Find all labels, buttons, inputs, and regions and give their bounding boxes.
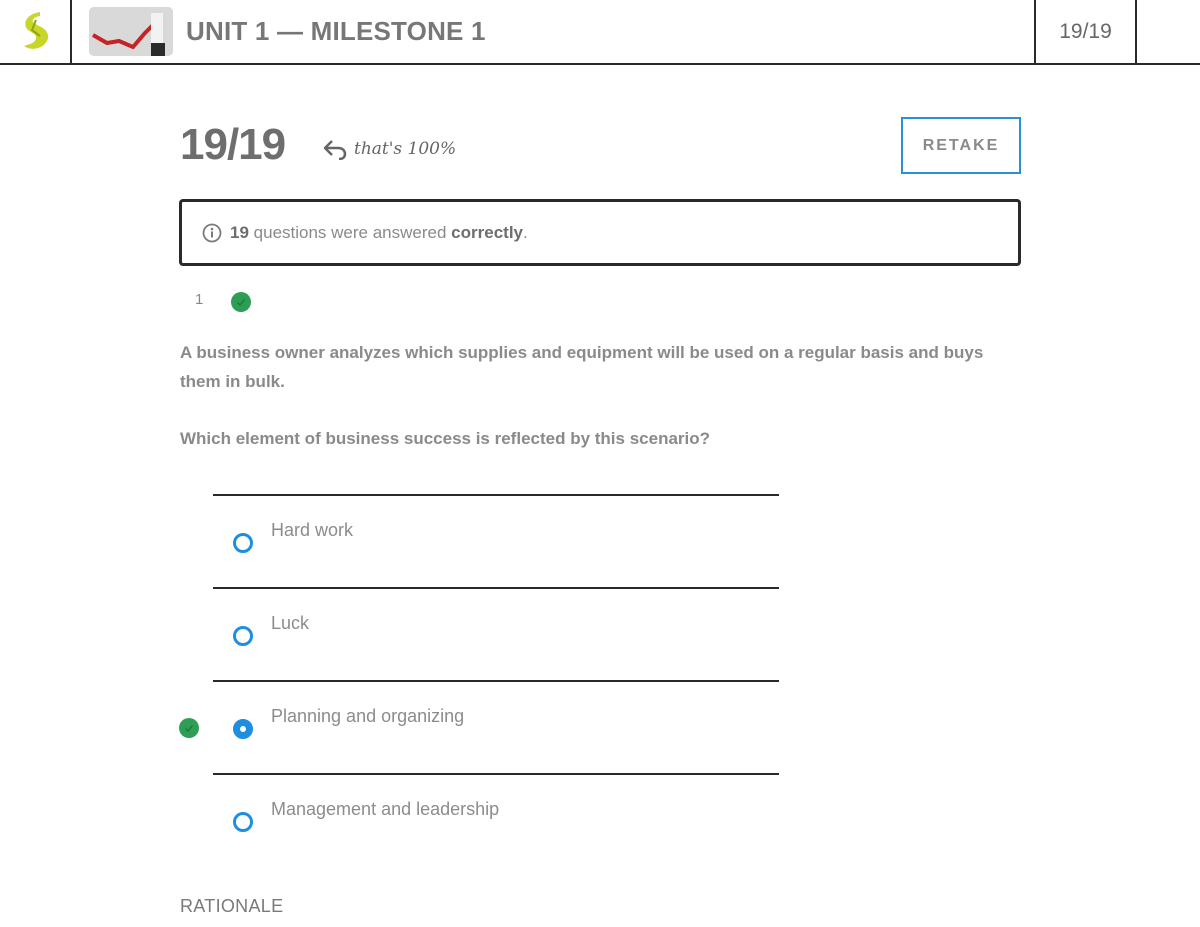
answer-options xyxy=(213,494,779,866)
correct-answer-icon xyxy=(179,718,199,738)
answer-option-selected[interactable] xyxy=(213,680,779,773)
sophia-logo-icon xyxy=(18,10,52,54)
top-navigation-bar xyxy=(0,0,1200,65)
summary-emphasis: correctly xyxy=(451,222,523,242)
curved-arrow-icon xyxy=(322,138,348,160)
info-icon xyxy=(202,223,222,243)
growth-chart-thumbnail xyxy=(89,7,173,56)
results-summary xyxy=(179,199,1021,266)
score-note xyxy=(322,138,456,160)
retake-button[interactable]: RETAKE xyxy=(901,117,1021,174)
radio-button-selected[interactable] xyxy=(233,719,253,739)
answer-label: Management and leadership xyxy=(271,799,500,819)
score-note-text: that's 100% xyxy=(354,139,457,159)
course-thumbnail xyxy=(89,7,173,56)
answer-option[interactable] xyxy=(213,494,779,587)
question-number: 1 xyxy=(195,291,204,308)
summary-middle: questions were answered xyxy=(253,222,447,242)
summary-text xyxy=(230,223,528,243)
final-score: 19/19 xyxy=(180,120,286,169)
radio-button[interactable] xyxy=(233,533,253,553)
header-score: 19/19 xyxy=(1034,0,1137,63)
header-menu-area[interactable] xyxy=(1137,0,1200,63)
answer-label: Planning and organizing xyxy=(271,706,465,726)
summary-end: . xyxy=(523,222,528,242)
answer-label: Hard work xyxy=(271,520,354,540)
question-prompt: Which element of business success is reflected by this scenario? xyxy=(180,429,711,448)
answer-option[interactable] xyxy=(213,587,779,680)
answer-label: Luck xyxy=(271,613,310,633)
unit-title: UNIT 1 — MILESTONE 1 xyxy=(186,16,486,46)
radio-button[interactable] xyxy=(233,626,253,646)
radio-button[interactable] xyxy=(233,812,253,832)
rationale-heading: RATIONALE xyxy=(180,896,284,916)
correct-status-icon xyxy=(231,292,251,312)
logo-container[interactable] xyxy=(0,0,72,63)
question-scenario: A business owner analyzes which supplies and equipment will be used on a regular basis and buys them in bulk. xyxy=(180,343,984,391)
answer-option[interactable] xyxy=(213,773,779,866)
summary-count: 19 xyxy=(230,222,249,242)
